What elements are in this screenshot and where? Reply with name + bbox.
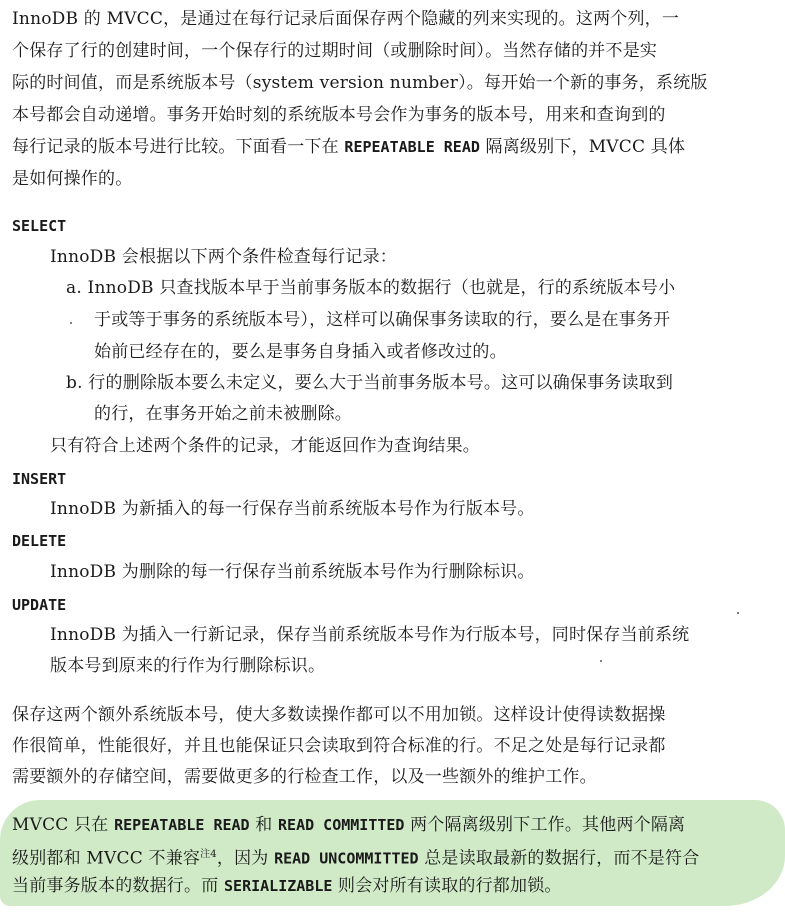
highlighted-line-1-text-c: 和 bbox=[255, 815, 273, 835]
intro-line-5 bbox=[12, 134, 685, 160]
intro-line-3: 际的时间值，而是系统版本号（system version number）。每开始一个新的事务，系统版 bbox=[12, 73, 708, 93]
footnote-marker: 注4 bbox=[200, 849, 217, 860]
highlighted-line-1-text-a: MVCC 只在 bbox=[12, 815, 109, 835]
update-description-line-1: InnoDB 为插入一行新记录，保存当前系统版本号作为行版本号，同时保存当前系统 bbox=[50, 625, 690, 645]
highlighted-line-2-text-b: ，因为 bbox=[216, 848, 269, 869]
insert-heading: INSERT bbox=[12, 470, 67, 488]
update-description-line-2: 版本号到原来的行作为行删除标识。 bbox=[50, 656, 326, 676]
update-heading: UPDATE bbox=[12, 596, 67, 614]
repeatable-read-term: REPEATABLE READ bbox=[114, 816, 250, 834]
select-condition-b-line-2: 的行，在事务开始之前未被删除。 bbox=[94, 404, 352, 424]
select-footer: 只有符合上述两个条件的记录，才能返回作为查询结果。 bbox=[50, 436, 480, 456]
select-description: InnoDB 会根据以下两个条件检查每行记录： bbox=[50, 247, 397, 267]
select-heading: SELECT bbox=[12, 217, 67, 235]
highlighted-line-2-text-d: 总是读取最新的数据行，而不是符合 bbox=[424, 848, 700, 869]
summary-line-1: 保存这两个额外系统版本号，使大多数读操作都可以不用加锁。这样设计使得读数据操 bbox=[12, 705, 666, 725]
summary-line-3: 需要额外的存储空间，需要做更多的行检查工作，以及一些额外的维护工作。 bbox=[12, 767, 597, 787]
intro-line-4: 本号都会自动递增。事务开始时刻的系统版本号会作为事务的版本号，用来和查询到的 bbox=[12, 105, 666, 125]
highlighted-line-3 bbox=[12, 873, 562, 899]
highlighted-line-3-text-a: 当前事务版本的数据行。而 bbox=[12, 876, 219, 896]
delete-heading: DELETE bbox=[12, 532, 67, 550]
scan-speck bbox=[600, 660, 602, 662]
highlighted-line-1-text-e: 两个隔离级别下工作。其他两个隔离 bbox=[410, 815, 686, 835]
highlighted-line-1 bbox=[12, 812, 685, 838]
delete-description: InnoDB 为删除的每一行保存当前系统版本号作为行删除标识。 bbox=[50, 562, 535, 582]
scan-speck bbox=[737, 612, 739, 614]
highlighted-line-3-text-c: 则会对所有读取的行都加锁。 bbox=[338, 876, 562, 896]
intro-line-5-text-c: 隔离级别下，MVCC 具体 bbox=[485, 137, 686, 157]
select-condition-a-line-2: 于或等于事务的系统版本号），这样可以确保事务读取的行，要么是在事务开 bbox=[94, 310, 671, 330]
summary-line-2: 作很简单，性能很好，并且也能保证只会读取到符合标准的行。不足之处是每行记录都 bbox=[12, 736, 666, 756]
insert-description: InnoDB 为新插入的每一行保存当前系统版本号作为行版本号。 bbox=[50, 499, 535, 519]
select-condition-a-line-1: a. InnoDB 只查找版本早于当前事务版本的数据行（也就是，行的系统版本号小 bbox=[66, 278, 676, 298]
intro-line-6: 是如何操作的。 bbox=[12, 169, 133, 189]
intro-line-5-text-a: 每行记录的版本号进行比较。下面看一下在 bbox=[12, 137, 339, 157]
highlighted-line-2 bbox=[12, 842, 699, 872]
serializable-term: SERIALIZABLE bbox=[224, 877, 333, 895]
intro-line-2: 个保存了行的创建时间，一个保存行的过期时间（或删除时间）。当然存储的并不是实 bbox=[12, 41, 658, 61]
intro-line-1: InnoDB 的 MVCC，是通过在每行记录后面保存两个隐藏的列来实现的。这两个列，一 bbox=[12, 9, 680, 29]
read-uncommitted-term: READ UNCOMMITTED bbox=[274, 849, 419, 868]
repeatable-read-term: REPEATABLE READ bbox=[344, 138, 480, 156]
highlighted-line-2-text-a: 级别都和 MVCC 不兼容 bbox=[12, 848, 201, 869]
select-condition-a-line-3: 始前已经存在的，要么是事务自身插入或者修改过的。 bbox=[94, 342, 507, 362]
scan-speck bbox=[70, 322, 72, 324]
read-committed-term: READ COMMITTED bbox=[278, 816, 405, 834]
select-condition-b-line-1: b. 行的删除版本要么未定义，要么大于当前事务版本号。这可以确保事务读取到 bbox=[66, 373, 674, 393]
